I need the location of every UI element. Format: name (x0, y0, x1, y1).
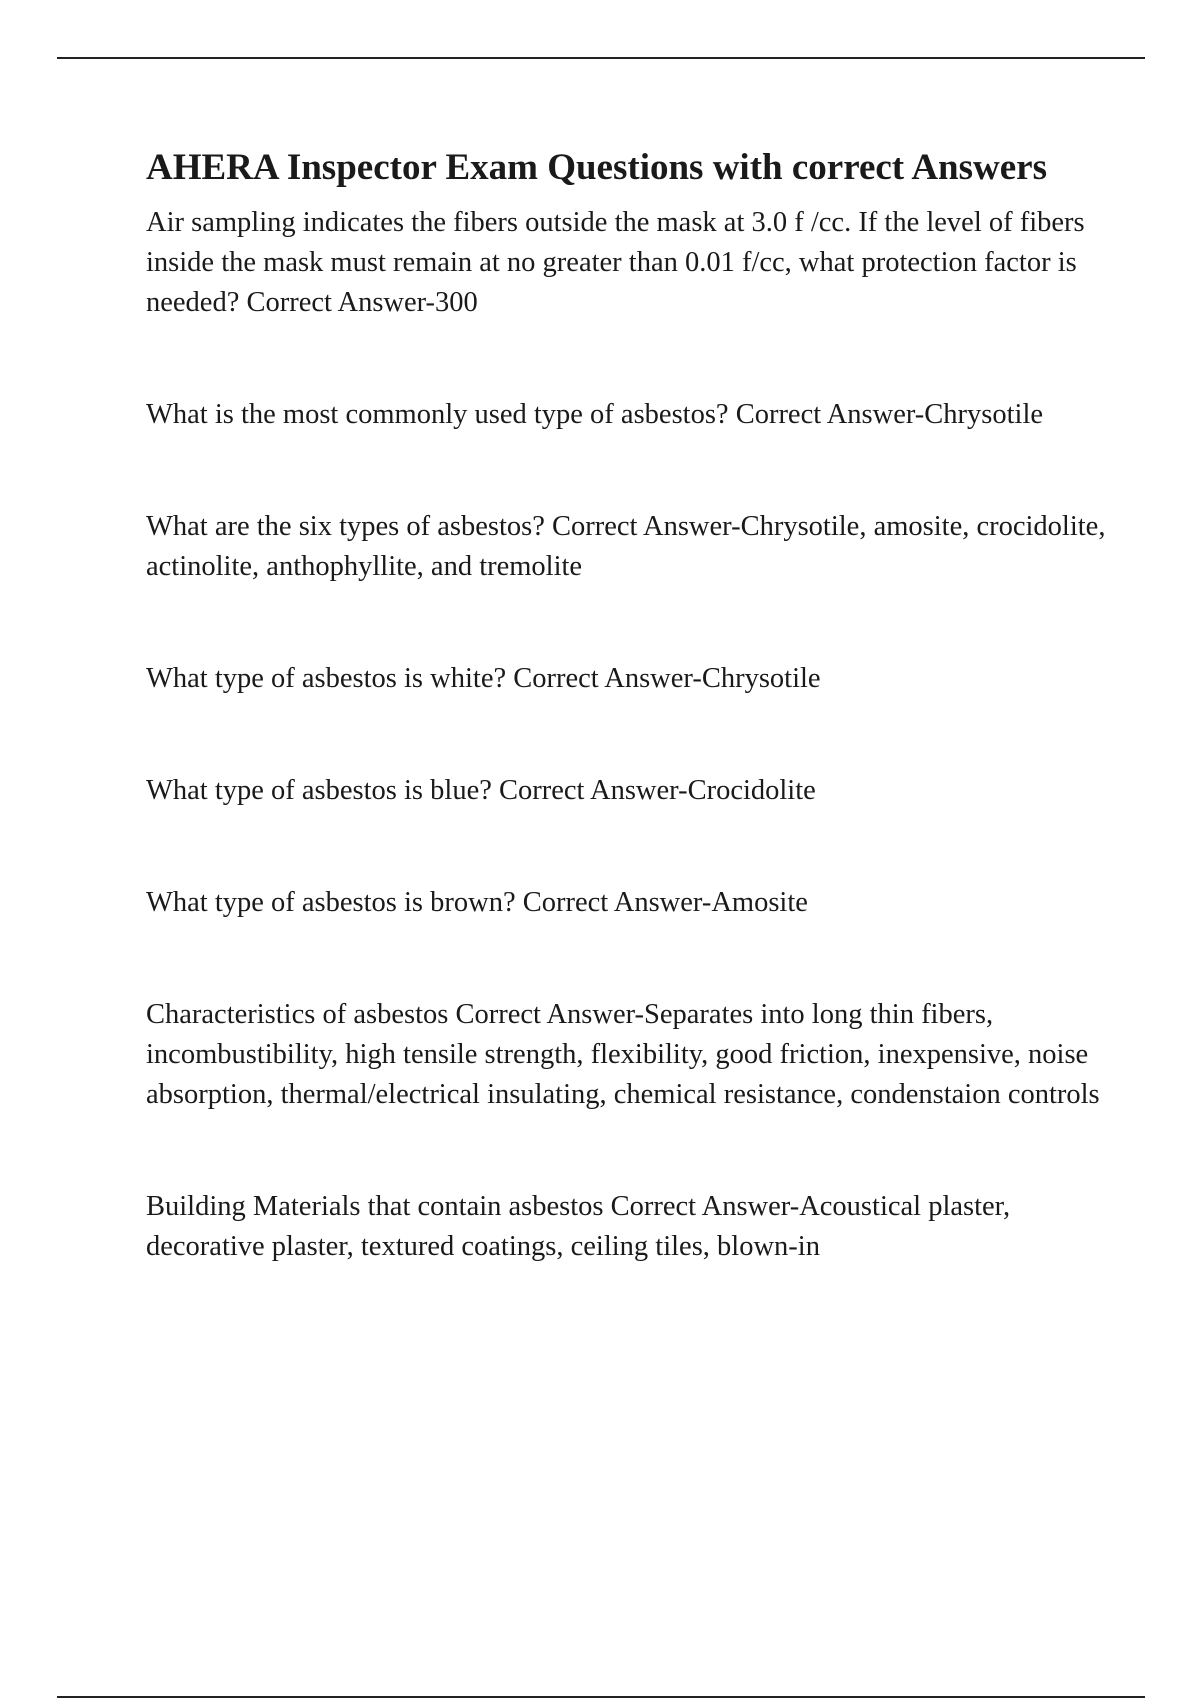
qa-entry-7: Characteristics of asbestos Correct Answer-Separates into long thin fibers, incombustibility, high tensile strength, flexibility, good friction, inexpensive, noise absorption, thermal/electrical insulating, chemical resistance, condenstaion controls (146, 999, 1100, 1110)
qa-entry-8: Building Materials that contain asbestos Correct Answer-Acoustical plaster, decorative plaster, textured coatings, ceiling tiles, blown-in (146, 1191, 1011, 1262)
qa-entry-4: What type of asbestos is white? Correct Answer-Chrysotile (146, 663, 821, 694)
qa-list (146, 203, 1106, 1267)
qa-entry-2: What is the most commonly used type of asbestos? Correct Answer-Chrysotile (146, 399, 1044, 430)
bottom-divider (57, 1696, 1145, 1698)
qa-entry-1: Air sampling indicates the fibers outside the mask at 3.0 f /cc. If the level of fibers inside the mask must remain at no greater than 0.01 f/cc, what protection factor is needed? Correct Answer-300 (146, 207, 1085, 318)
qa-entry-6: What type of asbestos is brown? Correct Answer-Amosite (146, 887, 808, 918)
document-body (146, 143, 1106, 1267)
top-divider (57, 57, 1145, 59)
qa-entry-5: What type of asbestos is blue? Correct Answer-Crocidolite (146, 775, 816, 806)
document-title: AHERA Inspector Exam Questions with correct Answers (146, 147, 1047, 188)
qa-entry-3: What are the six types of asbestos? Correct Answer-Chrysotile, amosite, crocidolite, actinolite, anthophyllite, and tremolite (146, 511, 1106, 582)
